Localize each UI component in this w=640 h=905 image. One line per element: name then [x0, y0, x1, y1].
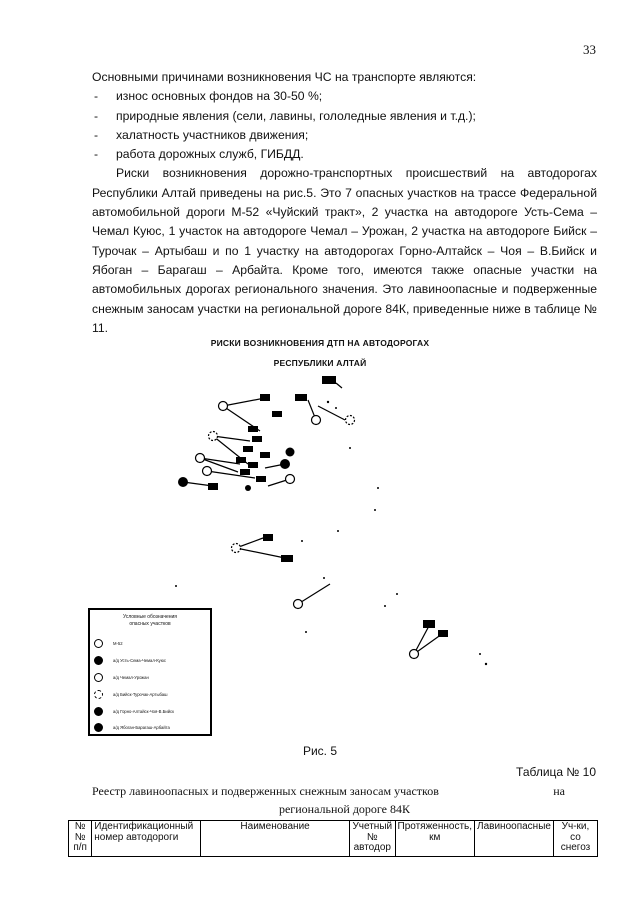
- list-item: - природные явления (сели, лавины, гололедные явления и т.д.);: [92, 107, 597, 126]
- table-title-line2: региональной дороге 84К: [278, 802, 411, 816]
- legend-item: а/д Усть-Сема-Чемал-Куюс: [94, 655, 166, 665]
- page-number: 33: [583, 42, 596, 57]
- registry-table: [68, 820, 598, 857]
- figure-caption: Рис. 5: [302, 744, 338, 758]
- column-header: Уч-ки, со снегоз: [553, 821, 597, 857]
- map-legend: [88, 608, 212, 736]
- intro-sentence: Основными причинами возникновения ЧС на транспорте являются:: [92, 70, 477, 84]
- dashed-circle-icon: [94, 690, 103, 699]
- legend-item: М-52: [94, 638, 123, 648]
- column-header: Идентификационный номер автодороги: [92, 821, 201, 857]
- column-header: Учетный № автодор: [350, 821, 395, 857]
- table-label: Таблица № 10: [516, 765, 596, 779]
- filled-circle-icon: [94, 707, 103, 716]
- column-header: Наименование: [201, 821, 350, 857]
- legend-item: а/д Ябоган-Барагаш-Арбайта: [94, 722, 170, 732]
- open-circle-icon: [94, 673, 103, 682]
- list-item: - работа дорожных служб, ГИБДД.: [92, 145, 597, 164]
- map-title: РИСКИ ВОЗНИКНОВЕНИЯ ДТП НА АВТОДОРОГАХ: [210, 338, 430, 348]
- list-item: - износ основных фондов на 30-50 %;: [92, 87, 597, 106]
- legend-item: а/д Бийск-Турочак-Артыбаш: [94, 689, 167, 699]
- column-header: № № п/п: [69, 821, 92, 857]
- filled-circle-icon: [94, 656, 103, 665]
- table-header-row: [69, 821, 598, 857]
- list-item: - халатность участников движения;: [92, 126, 597, 145]
- risk-paragraph: Риски возникновения дорожно-транспортных происшествий на автодорогах Республики Алтай приведены на рис.5. Это 7 опасных участков на трассе Федеральной автомобильной дороги М-52 «Чуйский тракт», 2 участка на автодороге Усть-Сема – Чемал Куюс, 1 участок на автодороге Чемал – Урожан, 2 участка на автодороге Бийск – Турочак – Артыбаш и по 1 участку на автодорогах Горно-Алтайск – Чоя – В.Бийск и Ябоган – Барагаш – Арбайта. Кроме того, имеются также опасные участки на автомобильных дорогах регионального значения. Это лавиноопасные и подверженные снежным заносам участки на региональной дороге 84К, приведенные ниже в таблице № 11.: [92, 166, 597, 335]
- legend-item: а/д Чемал-Урожан: [94, 672, 149, 682]
- legend-title: Условные обозначения опасных участков: [122, 614, 178, 627]
- map-subtitle: РЕСПУБЛИКИ АЛТАЙ: [273, 358, 367, 368]
- body-text: [92, 68, 597, 338]
- legend-item: а/д Горно-Алтайск-Чоя-В.Бийск: [94, 706, 174, 716]
- filled-circle-icon: [94, 723, 103, 732]
- causes-list: [92, 87, 597, 164]
- road-risk-map: [80, 336, 560, 736]
- table-title: Реестр лавиноопасных и подверженных снежным заносам участков на: [92, 784, 565, 798]
- open-circle-icon: [94, 639, 103, 648]
- column-header: Протяженность, км: [395, 821, 475, 857]
- column-header: Лавиноопасные: [475, 821, 554, 857]
